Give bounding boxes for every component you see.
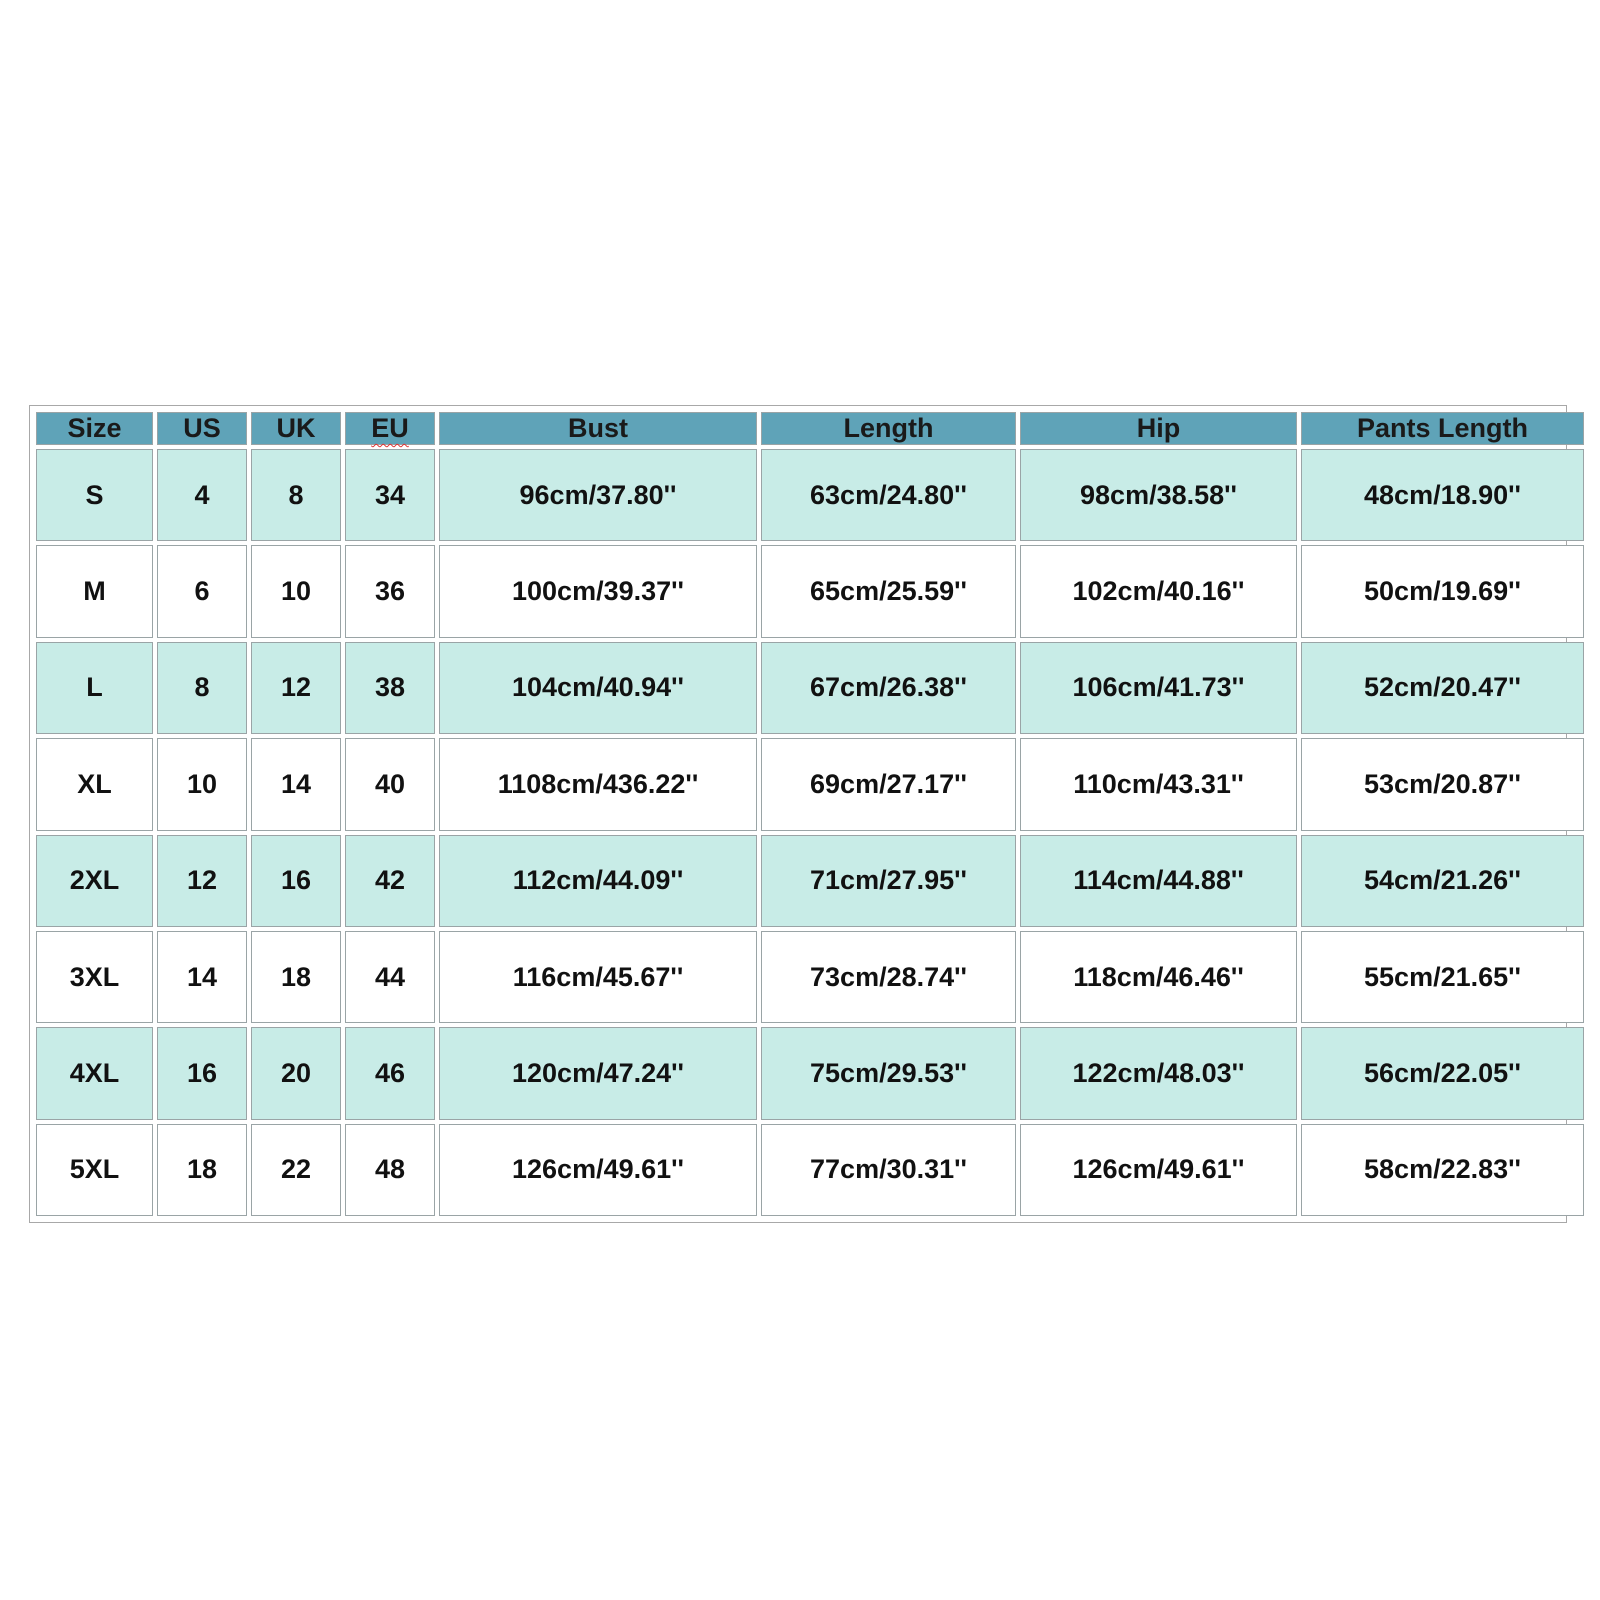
cell-pants-length: 52cm/20.47'' — [1301, 642, 1584, 734]
cell-eu: 38 — [345, 642, 435, 734]
header-pants-length: Pants Length — [1301, 412, 1584, 445]
cell-eu: 36 — [345, 545, 435, 637]
cell-us: 18 — [157, 1124, 247, 1216]
cell-pants-length: 55cm/21.65'' — [1301, 931, 1584, 1023]
header-hip: Hip — [1020, 412, 1297, 445]
table-row — [36, 1124, 1584, 1216]
cell-bust: 126cm/49.61'' — [439, 1124, 757, 1216]
cell-pants-length: 56cm/22.05'' — [1301, 1027, 1584, 1119]
cell-uk: 18 — [251, 931, 341, 1023]
cell-size: S — [36, 449, 153, 541]
cell-bust: 1108cm/436.22'' — [439, 738, 757, 830]
cell-hip: 110cm/43.31'' — [1020, 738, 1297, 830]
cell-uk: 14 — [251, 738, 341, 830]
header-length: Length — [761, 412, 1016, 445]
size-chart — [29, 405, 1567, 1223]
cell-uk: 12 — [251, 642, 341, 734]
cell-size: 5XL — [36, 1124, 153, 1216]
cell-length: 63cm/24.80'' — [761, 449, 1016, 541]
table-row — [36, 1027, 1584, 1119]
cell-size: 4XL — [36, 1027, 153, 1119]
cell-hip: 98cm/38.58'' — [1020, 449, 1297, 541]
cell-length: 77cm/30.31'' — [761, 1124, 1016, 1216]
cell-us: 10 — [157, 738, 247, 830]
cell-pants-length: 58cm/22.83'' — [1301, 1124, 1584, 1216]
cell-length: 69cm/27.17'' — [761, 738, 1016, 830]
cell-size: L — [36, 642, 153, 734]
cell-pants-length: 50cm/19.69'' — [1301, 545, 1584, 637]
cell-length: 65cm/25.59'' — [761, 545, 1016, 637]
cell-length: 73cm/28.74'' — [761, 931, 1016, 1023]
cell-us: 12 — [157, 835, 247, 927]
cell-pants-length: 54cm/21.26'' — [1301, 835, 1584, 927]
cell-bust: 104cm/40.94'' — [439, 642, 757, 734]
table-row — [36, 738, 1584, 830]
cell-size: 3XL — [36, 931, 153, 1023]
size-chart-table — [32, 408, 1588, 1220]
table-row — [36, 642, 1584, 734]
cell-uk: 10 — [251, 545, 341, 637]
header-uk: UK — [251, 412, 341, 445]
cell-size: M — [36, 545, 153, 637]
cell-uk: 20 — [251, 1027, 341, 1119]
cell-uk: 16 — [251, 835, 341, 927]
cell-bust: 100cm/39.37'' — [439, 545, 757, 637]
cell-uk: 22 — [251, 1124, 341, 1216]
cell-length: 75cm/29.53'' — [761, 1027, 1016, 1119]
cell-eu: 48 — [345, 1124, 435, 1216]
table-row — [36, 545, 1584, 637]
header-size: Size — [36, 412, 153, 445]
cell-us: 8 — [157, 642, 247, 734]
header-row — [36, 412, 1584, 445]
cell-hip: 102cm/40.16'' — [1020, 545, 1297, 637]
cell-bust: 96cm/37.80'' — [439, 449, 757, 541]
cell-eu: 34 — [345, 449, 435, 541]
cell-pants-length: 53cm/20.87'' — [1301, 738, 1584, 830]
header-bust: Bust — [439, 412, 757, 445]
table-row — [36, 835, 1584, 927]
cell-eu: 44 — [345, 931, 435, 1023]
cell-eu: 40 — [345, 738, 435, 830]
cell-eu: 46 — [345, 1027, 435, 1119]
cell-bust: 112cm/44.09'' — [439, 835, 757, 927]
cell-hip: 106cm/41.73'' — [1020, 642, 1297, 734]
cell-bust: 120cm/47.24'' — [439, 1027, 757, 1119]
cell-hip: 126cm/49.61'' — [1020, 1124, 1297, 1216]
cell-pants-length: 48cm/18.90'' — [1301, 449, 1584, 541]
cell-hip: 122cm/48.03'' — [1020, 1027, 1297, 1119]
cell-uk: 8 — [251, 449, 341, 541]
cell-hip: 118cm/46.46'' — [1020, 931, 1297, 1023]
cell-eu: 42 — [345, 835, 435, 927]
header-eu: EU — [345, 412, 435, 445]
cell-us: 14 — [157, 931, 247, 1023]
cell-size: XL — [36, 738, 153, 830]
cell-size: 2XL — [36, 835, 153, 927]
cell-length: 67cm/26.38'' — [761, 642, 1016, 734]
cell-length: 71cm/27.95'' — [761, 835, 1016, 927]
cell-us: 16 — [157, 1027, 247, 1119]
header-us: US — [157, 412, 247, 445]
cell-us: 6 — [157, 545, 247, 637]
cell-us: 4 — [157, 449, 247, 541]
cell-hip: 114cm/44.88'' — [1020, 835, 1297, 927]
table-row — [36, 449, 1584, 541]
cell-bust: 116cm/45.67'' — [439, 931, 757, 1023]
table-row — [36, 931, 1584, 1023]
